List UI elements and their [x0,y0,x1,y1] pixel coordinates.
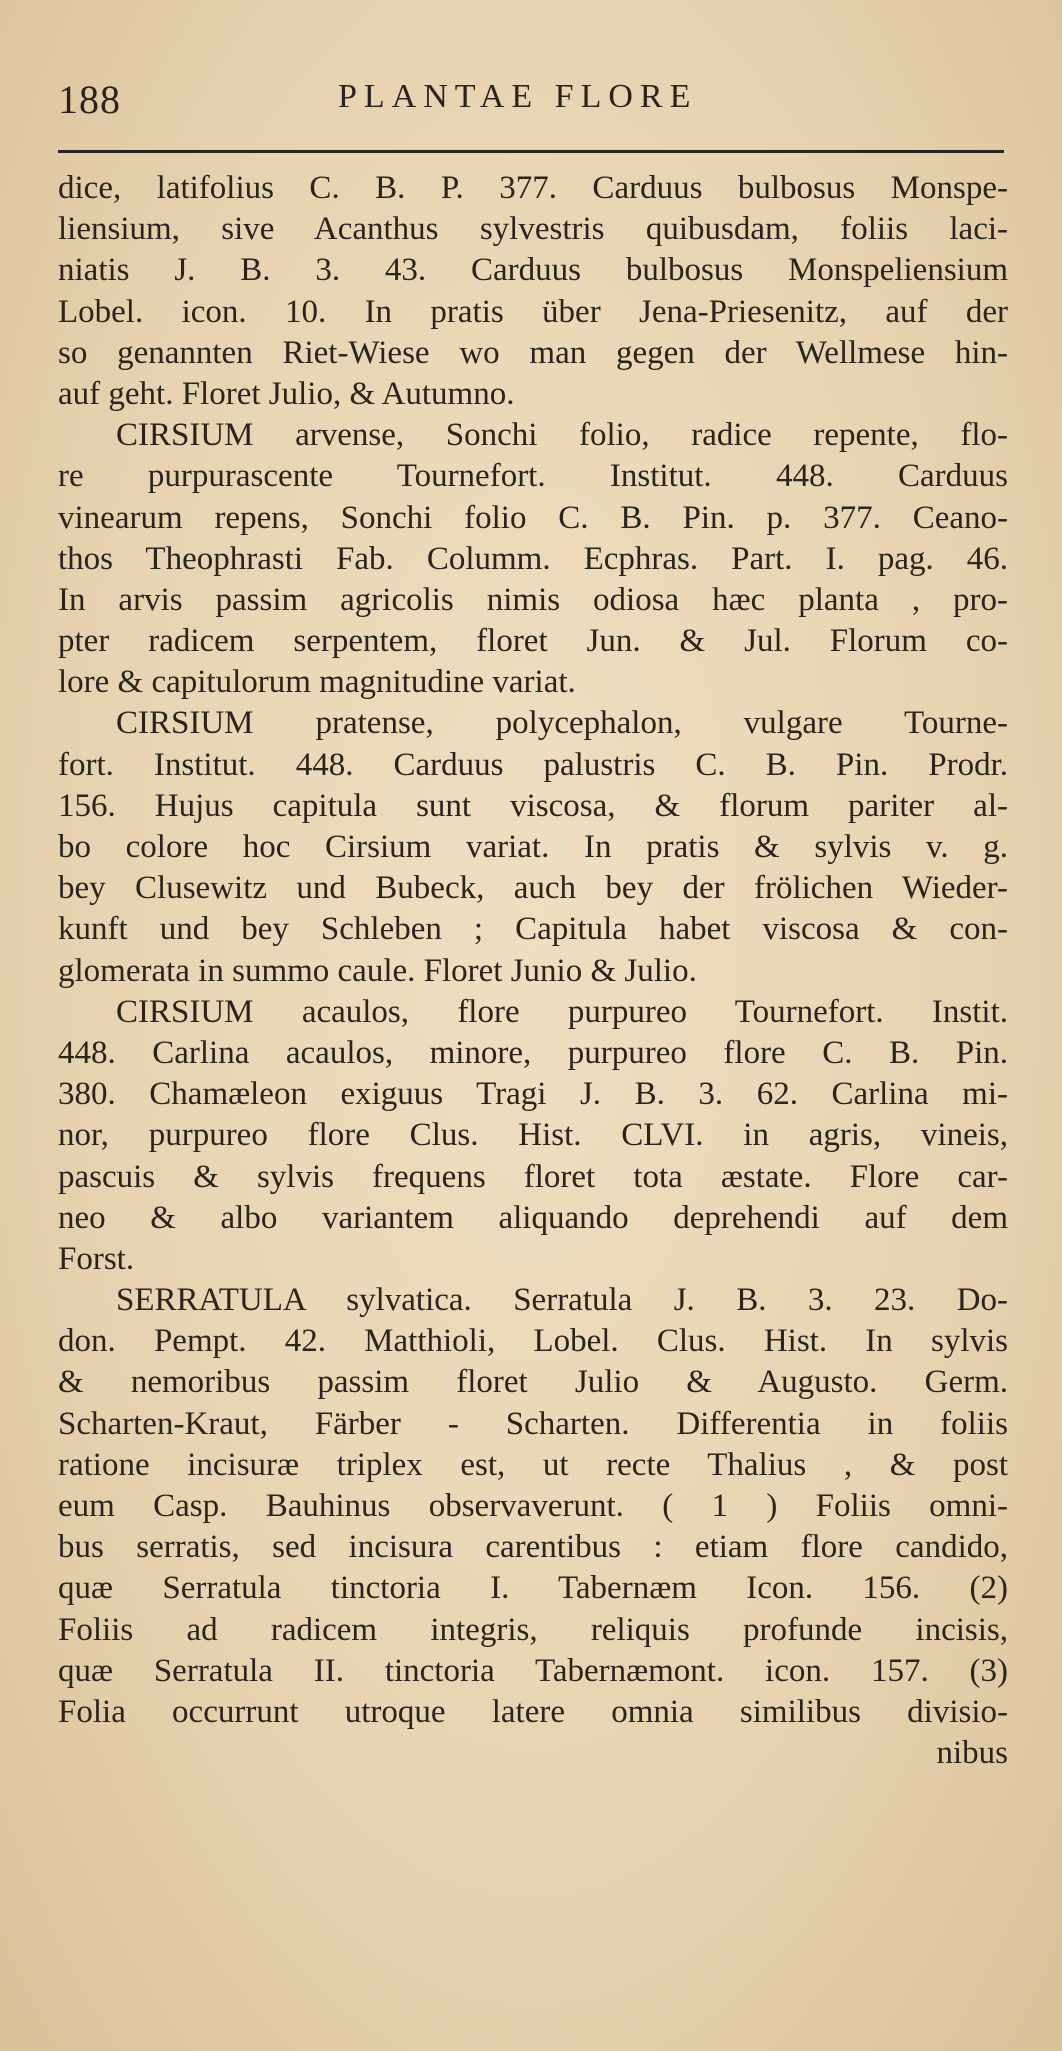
text-line: Lobel. icon. 10. In pratis über Jena-Priesenitz, auf der [58,293,1008,330]
text-line: SERRATULA sylvatica. Serratula J. B. 3. 23. Do- [116,1282,1008,1319]
text-line: re purpurascente Tournefort. Institut. 448. Carduus [58,458,1008,495]
text-line: niatis J. B. 3. 43. Carduus bulbosus Monspeliensium [58,252,1008,289]
text-line: pascuis & sylvis frequens floret tota æstate. Flore car- [58,1158,1008,1195]
text-line: 448. Carlina acaulos, minore, purpureo flore C. B. Pin. [58,1034,1008,1071]
text-line: lore & capitulorum magnitudine variat. [58,664,576,701]
text-line: quæ Serratula II. tinctoria Tabernæmont. icon. 157. (3) [58,1652,1008,1689]
text-line: eum Casp. Bauhinus observaverunt. ( 1 ) Foliis omni- [58,1488,1008,1524]
text-line: nor, purpureo flore Clus. Hist. CLVI. in agris, vineis, [58,1117,1008,1154]
text-line: thos Theophrasti Fab. Columm. Ecphras. Part. I. pag. 46. [58,540,1008,577]
page-header [58,70,1002,130]
text-line: bey Clusewitz und Bubeck, auch bey der frölichen Wieder- [58,870,1008,907]
text-line: Forst. [58,1240,135,1277]
text-line: neo & albo variantem aliquando deprehendi auf dem [58,1199,1008,1236]
text-line: Folia occurrunt utroque latere omnia similibus divisio- [58,1693,1008,1730]
text-line: glomerata in summo caule. Floret Junio & Julio. [58,952,697,989]
text-line: bus serratis, sed incisura carentibus : etiam flore candido, [58,1529,1008,1566]
text-line: quæ Serratula tinctoria I. Tabernæm Icon. 156. (2) [58,1570,1008,1607]
text-line: vinearum repens, Sonchi folio C. B. Pin. p. 377. Ceano- [58,499,1008,536]
text-line: kunft und bey Schleben ; Capitula habet viscosa & con- [58,911,1008,948]
body-text [58,168,1008,1774]
text-line: CIRSIUM pratense, polycephalon, vulgare Tourne- [116,705,1008,742]
text-line: auf geht. Floret Julio, & Autumno. [58,375,515,412]
header-rule [58,150,1004,153]
running-head: PLANTAE FLORE [338,78,698,115]
text-line: bo colore hoc Cirsium variat. In pratis & sylvis v. g. [58,829,1008,865]
text-line: so genannten Riet-Wiese wo man gegen der Wellmese hin- [58,334,1008,371]
text-line: 380. Chamæleon exiguus Tragi J. B. 3. 62. Carlina mi- [58,1076,1008,1113]
text-line: & nemoribus passim floret Julio & Augusto. Germ. [58,1364,1008,1401]
text-line: Scharten-Kraut, Färber - Scharten. Differentia in foliis [58,1405,1008,1442]
text-line: don. Pempt. 42. Matthioli, Lobel. Clus. Hist. In sylvis [58,1323,1008,1360]
page-number: 188 [58,77,121,122]
text-line: pter radicem serpentem, floret Jun. & Jul. Florum co- [58,623,1008,660]
text-line: fort. Institut. 448. Carduus palustris C. B. Pin. Prodr. [58,746,1008,783]
text-line: liensium, sive Acanthus sylvestris quibusdam, foliis laci- [58,211,1008,248]
text-line: In arvis passim agricolis nimis odiosa hæc planta , pro- [58,581,1008,618]
text-line: Foliis ad radicem integris, reliquis profunde incisis, [58,1611,1008,1648]
text-line: dice, latifolius C. B. P. 377. Carduus bulbosus Monspe- [58,170,1008,206]
text-line: ratione incisuræ triplex est, ut recte Thalius , & post [58,1446,1008,1483]
text-line: CIRSIUM acaulos, flore purpureo Tournefort. Instit. [116,993,1008,1030]
text-line: CIRSIUM arvense, Sonchi folio, radice repente, flo- [116,417,1008,454]
catchword: nibus [936,1735,1008,1772]
text-line: 156. Hujus capitula sunt viscosa, & florum pariter al- [58,787,1008,824]
